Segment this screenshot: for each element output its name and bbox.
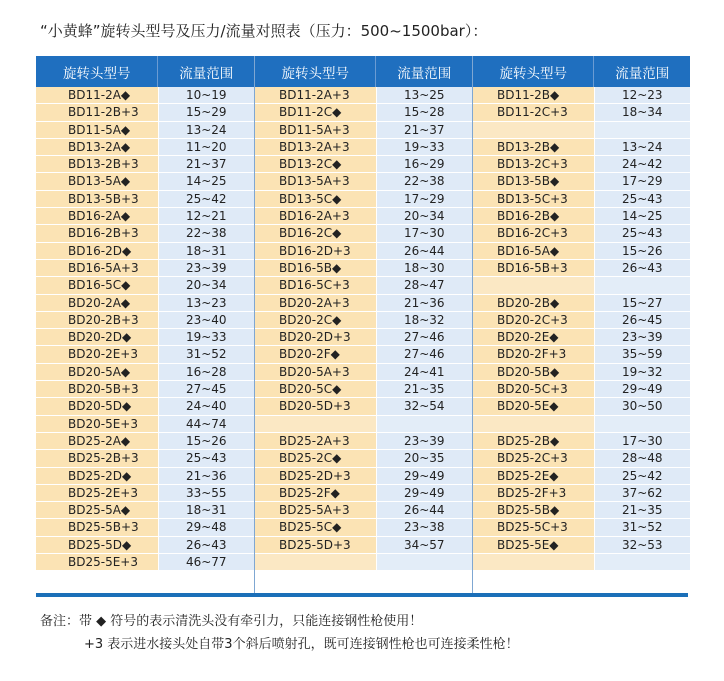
table-row: [255, 381, 472, 398]
table-row: [255, 519, 472, 536]
flow-cell: 23~39: [376, 433, 473, 450]
table-row: [473, 243, 690, 260]
model-cell: BD25-5A◆: [36, 502, 158, 519]
model-cell: BD20-2F+3: [473, 346, 594, 363]
model-cell: BD25-5B◆: [473, 502, 594, 519]
header-flow: 流量范围: [157, 56, 254, 87]
model-cell: BD20-5A+3: [255, 364, 376, 381]
flow-cell: 21~36: [376, 295, 473, 312]
flow-cell: 25~43: [594, 225, 691, 242]
flow-cell: 17~30: [376, 225, 473, 242]
flow-cell: 31~52: [594, 519, 691, 536]
flow-cell: [594, 277, 691, 294]
table-row: [36, 156, 254, 173]
flow-cell: 15~29: [158, 104, 254, 121]
table-row: [255, 450, 472, 467]
header-flow: 流量范围: [593, 56, 690, 87]
table-row: [255, 260, 472, 277]
page-title: “小黄蜂”旋转头型号及压力/流量对照表（压力：500~1500bar）：: [40, 22, 488, 40]
flow-cell: 18~32: [376, 312, 473, 329]
model-cell: BD20-2D+3: [255, 329, 376, 346]
model-cell: BD20-2F◆: [255, 346, 376, 363]
model-cell: BD11-5A+3: [255, 122, 376, 139]
flow-cell: 19~33: [158, 329, 254, 346]
flow-cell: 35~59: [594, 346, 691, 363]
model-cell: BD20-5C◆: [255, 381, 376, 398]
flow-cell: 20~34: [376, 208, 473, 225]
table-row: [473, 502, 690, 519]
table-row: [473, 225, 690, 242]
table-row: [255, 225, 472, 242]
flow-cell: 34~57: [376, 537, 473, 554]
flow-cell: 25~42: [158, 191, 254, 208]
model-cell: BD25-2C+3: [473, 450, 594, 467]
model-cell: BD16-2B+3: [36, 225, 158, 242]
header-model: 旋转头型号: [499, 65, 567, 82]
model-cell: BD16-5A+3: [36, 260, 158, 277]
flow-cell: 18~31: [158, 243, 254, 260]
model-cell: BD20-2C+3: [473, 312, 594, 329]
flow-cell: 20~34: [158, 277, 254, 294]
spec-table: [36, 56, 688, 597]
model-cell: BD25-2F◆: [255, 485, 376, 502]
model-cell: BD13-5C◆: [255, 191, 376, 208]
flow-cell: 25~43: [158, 450, 254, 467]
table-row: [36, 485, 254, 502]
model-cell: BD16-5C+3: [255, 277, 376, 294]
flow-cell: 26~44: [376, 243, 473, 260]
model-cell: BD11-2A◆: [36, 87, 158, 104]
flow-cell: 17~29: [376, 191, 473, 208]
model-cell: BD25-5C+3: [473, 519, 594, 536]
flow-cell: 20~35: [376, 450, 473, 467]
table-row: [255, 468, 472, 485]
model-cell: BD25-2D◆: [36, 468, 158, 485]
table-row: [255, 87, 472, 104]
table-row: [473, 191, 690, 208]
model-cell: BD25-2B+3: [36, 450, 158, 467]
flow-cell: 26~44: [376, 502, 473, 519]
table-row: [255, 312, 472, 329]
model-cell: [255, 416, 376, 433]
model-cell: [473, 122, 594, 139]
table-row: [255, 173, 472, 190]
table-row: [36, 433, 254, 450]
table-row: [473, 537, 690, 554]
flow-cell: 13~23: [158, 295, 254, 312]
table-group-1: [36, 56, 254, 593]
model-cell: BD20-5A◆: [36, 364, 158, 381]
table-row: [255, 398, 472, 415]
model-cell: BD25-2E+3: [36, 485, 158, 502]
flow-cell: 28~47: [376, 277, 473, 294]
table-row: [36, 260, 254, 277]
flow-cell: 27~45: [158, 381, 254, 398]
flow-cell: 18~30: [376, 260, 473, 277]
flow-cell: 30~50: [594, 398, 691, 415]
table-row: [36, 277, 254, 294]
model-cell: BD20-5D◆: [36, 398, 158, 415]
table-row: [36, 173, 254, 190]
flow-cell: 14~25: [594, 208, 691, 225]
model-cell: [473, 277, 594, 294]
table-row: [255, 416, 472, 433]
model-cell: BD20-2E+3: [36, 346, 158, 363]
model-cell: BD11-2B◆: [473, 87, 594, 104]
table-row: [36, 87, 254, 104]
note-line-1: 备注：带 ◆ 符号的表示清洗头没有牵引力，只能连接钢性枪使用！: [40, 614, 423, 629]
flow-cell: 10~19: [158, 87, 254, 104]
model-cell: BD13-2A◆: [36, 139, 158, 156]
model-cell: BD20-2A◆: [36, 295, 158, 312]
table-header: [255, 56, 472, 87]
table-row: [36, 139, 254, 156]
model-cell: BD25-2A+3: [255, 433, 376, 450]
table-row: [473, 277, 690, 294]
flow-cell: 18~34: [594, 104, 691, 121]
table-row: [473, 346, 690, 363]
flow-cell: 15~26: [158, 433, 254, 450]
table-header: [473, 56, 690, 87]
table-header: [36, 56, 254, 87]
flow-cell: 19~32: [594, 364, 691, 381]
flow-cell: [376, 554, 473, 571]
table-row: [255, 433, 472, 450]
flow-cell: 27~46: [376, 346, 473, 363]
table-row: [36, 295, 254, 312]
model-cell: BD16-5A◆: [473, 243, 594, 260]
flow-cell: [376, 416, 473, 433]
model-cell: BD25-2D+3: [255, 468, 376, 485]
table-row: [473, 104, 690, 121]
table-row: [255, 208, 472, 225]
model-cell: BD13-5A+3: [255, 173, 376, 190]
table-row: [36, 208, 254, 225]
table-row: [473, 519, 690, 536]
model-cell: BD11-5A◆: [36, 122, 158, 139]
table-row: [36, 398, 254, 415]
table-row: [473, 433, 690, 450]
model-cell: BD20-2E◆: [473, 329, 594, 346]
model-cell: BD25-5E◆: [473, 537, 594, 554]
model-cell: BD20-5C+3: [473, 381, 594, 398]
table-row: [36, 104, 254, 121]
flow-cell: 44~74: [158, 416, 254, 433]
table-row: [36, 537, 254, 554]
flow-cell: 19~33: [376, 139, 473, 156]
flow-cell: 28~48: [594, 450, 691, 467]
model-cell: BD20-5B+3: [36, 381, 158, 398]
model-cell: BD16-2B◆: [473, 208, 594, 225]
model-cell: BD16-2D+3: [255, 243, 376, 260]
model-cell: BD25-2A◆: [36, 433, 158, 450]
flow-cell: 12~21: [158, 208, 254, 225]
table-row: [255, 156, 472, 173]
table-row: [36, 243, 254, 260]
table-row: [255, 364, 472, 381]
table-row: [36, 329, 254, 346]
table-row: [36, 416, 254, 433]
model-cell: BD25-5D+3: [255, 537, 376, 554]
flow-cell: 12~23: [594, 87, 691, 104]
table-body: [473, 87, 690, 593]
flow-cell: 26~45: [594, 312, 691, 329]
model-cell: BD16-5B+3: [473, 260, 594, 277]
model-cell: BD11-2B+3: [36, 104, 158, 121]
flow-cell: 21~37: [376, 122, 473, 139]
table-row: [36, 502, 254, 519]
table-row: [255, 243, 472, 260]
table-row: [473, 554, 690, 571]
model-cell: BD20-5D+3: [255, 398, 376, 415]
model-cell: BD25-5D◆: [36, 537, 158, 554]
table-group-2: [254, 56, 472, 593]
model-cell: BD25-5C◆: [255, 519, 376, 536]
model-cell: BD20-2C◆: [255, 312, 376, 329]
flow-cell: 23~38: [376, 519, 473, 536]
table-row: [255, 191, 472, 208]
model-cell: BD20-5B◆: [473, 364, 594, 381]
table-row: [36, 554, 254, 571]
model-cell: BD13-2A+3: [255, 139, 376, 156]
model-cell: BD20-2B◆: [473, 295, 594, 312]
flow-cell: 18~31: [158, 502, 254, 519]
table-row: [473, 139, 690, 156]
flow-cell: 15~26: [594, 243, 691, 260]
model-cell: BD13-5A◆: [36, 173, 158, 190]
table-row: [255, 554, 472, 571]
table-row: [36, 312, 254, 329]
table-row: [255, 537, 472, 554]
model-cell: BD16-5B◆: [255, 260, 376, 277]
table-row: [255, 485, 472, 502]
model-cell: BD13-2C◆: [255, 156, 376, 173]
flow-cell: [594, 416, 691, 433]
header-model: 旋转头型号: [281, 65, 349, 82]
table-row: [473, 329, 690, 346]
flow-cell: 17~30: [594, 433, 691, 450]
model-cell: BD25-2B◆: [473, 433, 594, 450]
flow-cell: 24~42: [594, 156, 691, 173]
table-row: [473, 122, 690, 139]
table-row: [473, 450, 690, 467]
flow-cell: 29~48: [158, 519, 254, 536]
flow-cell: 15~27: [594, 295, 691, 312]
note-line-2: +3 表示进水接头处自带3个斜后喷射孔，既可连接钢性枪也可连接柔性枪！: [84, 637, 519, 652]
table-body: [36, 87, 254, 593]
table-row: [36, 346, 254, 363]
table-row: [473, 416, 690, 433]
model-cell: [473, 554, 594, 571]
table-row: [473, 173, 690, 190]
table-row: [473, 398, 690, 415]
model-cell: BD25-5A+3: [255, 502, 376, 519]
table-row: [473, 260, 690, 277]
model-cell: BD11-2A+3: [255, 87, 376, 104]
model-cell: BD25-2C◆: [255, 450, 376, 467]
flow-cell: 11~20: [158, 139, 254, 156]
header-flow: 流量范围: [375, 56, 472, 87]
table-row: [473, 312, 690, 329]
table-row: [473, 468, 690, 485]
model-cell: BD25-5B+3: [36, 519, 158, 536]
flow-cell: 25~42: [594, 468, 691, 485]
flow-cell: 13~24: [594, 139, 691, 156]
table-body: [255, 87, 472, 593]
model-cell: BD20-2B+3: [36, 312, 158, 329]
flow-cell: 31~52: [158, 346, 254, 363]
flow-cell: 21~36: [158, 468, 254, 485]
notes: [40, 610, 519, 656]
flow-cell: 27~46: [376, 329, 473, 346]
model-cell: BD11-2C◆: [255, 104, 376, 121]
model-cell: BD16-5C◆: [36, 277, 158, 294]
flow-cell: 24~40: [158, 398, 254, 415]
model-cell: BD25-2E◆: [473, 468, 594, 485]
flow-cell: 22~38: [158, 225, 254, 242]
model-cell: BD13-5C+3: [473, 191, 594, 208]
flow-cell: 26~43: [594, 260, 691, 277]
flow-cell: 14~25: [158, 173, 254, 190]
table-row: [36, 468, 254, 485]
table-group-3: [472, 56, 690, 593]
table-row: [473, 364, 690, 381]
model-cell: BD20-5E+3: [36, 416, 158, 433]
table-row: [36, 381, 254, 398]
model-cell: BD16-2C+3: [473, 225, 594, 242]
flow-cell: 46~77: [158, 554, 254, 571]
table-row: [255, 502, 472, 519]
flow-cell: 23~40: [158, 312, 254, 329]
flow-cell: 32~53: [594, 537, 691, 554]
model-cell: BD20-2D◆: [36, 329, 158, 346]
table-row: [36, 364, 254, 381]
flow-cell: 13~25: [376, 87, 473, 104]
model-cell: [255, 554, 376, 571]
flow-cell: 16~28: [158, 364, 254, 381]
table-row: [36, 225, 254, 242]
flow-cell: 33~55: [158, 485, 254, 502]
model-cell: BD20-5E◆: [473, 398, 594, 415]
table-row: [255, 295, 472, 312]
flow-cell: 23~39: [158, 260, 254, 277]
model-cell: BD25-2F+3: [473, 485, 594, 502]
flow-cell: 25~43: [594, 191, 691, 208]
flow-cell: [594, 554, 691, 571]
header-model: 旋转头型号: [62, 65, 131, 82]
table-row: [473, 381, 690, 398]
table-row: [36, 122, 254, 139]
flow-cell: 26~43: [158, 537, 254, 554]
flow-cell: [594, 122, 691, 139]
table-row: [36, 450, 254, 467]
table-row: [473, 295, 690, 312]
model-cell: BD13-2B◆: [473, 139, 594, 156]
model-cell: BD13-5B◆: [473, 173, 594, 190]
model-cell: BD13-5B+3: [36, 191, 158, 208]
table-row: [255, 277, 472, 294]
model-cell: BD16-2C◆: [255, 225, 376, 242]
flow-cell: 37~62: [594, 485, 691, 502]
table-row: [36, 191, 254, 208]
model-cell: BD16-2A+3: [255, 208, 376, 225]
table-row: [255, 104, 472, 121]
flow-cell: 29~49: [594, 381, 691, 398]
table-row: [473, 208, 690, 225]
flow-cell: 21~35: [594, 502, 691, 519]
model-cell: BD13-2B+3: [36, 156, 158, 173]
flow-cell: 24~41: [376, 364, 473, 381]
model-cell: BD16-2A◆: [36, 208, 158, 225]
flow-cell: 32~54: [376, 398, 473, 415]
model-cell: [473, 416, 594, 433]
table-row: [36, 519, 254, 536]
model-cell: BD13-2C+3: [473, 156, 594, 173]
flow-cell: 17~29: [594, 173, 691, 190]
model-cell: BD25-5E+3: [36, 554, 158, 571]
table-row: [255, 122, 472, 139]
table-row: [255, 329, 472, 346]
flow-cell: 22~38: [376, 173, 473, 190]
flow-cell: 23~39: [594, 329, 691, 346]
flow-cell: 21~37: [158, 156, 254, 173]
flow-cell: 13~24: [158, 122, 254, 139]
flow-cell: 21~35: [376, 381, 473, 398]
model-cell: BD11-2C+3: [473, 104, 594, 121]
model-cell: BD16-2D◆: [36, 243, 158, 260]
flow-cell: 29~49: [376, 485, 473, 502]
table-row: [255, 139, 472, 156]
model-cell: BD20-2A+3: [255, 295, 376, 312]
flow-cell: 16~29: [376, 156, 473, 173]
table-row: [255, 346, 472, 363]
table-row: [473, 156, 690, 173]
table-row: [473, 485, 690, 502]
flow-cell: 15~28: [376, 104, 473, 121]
table-row: [473, 87, 690, 104]
flow-cell: 29~49: [376, 468, 473, 485]
